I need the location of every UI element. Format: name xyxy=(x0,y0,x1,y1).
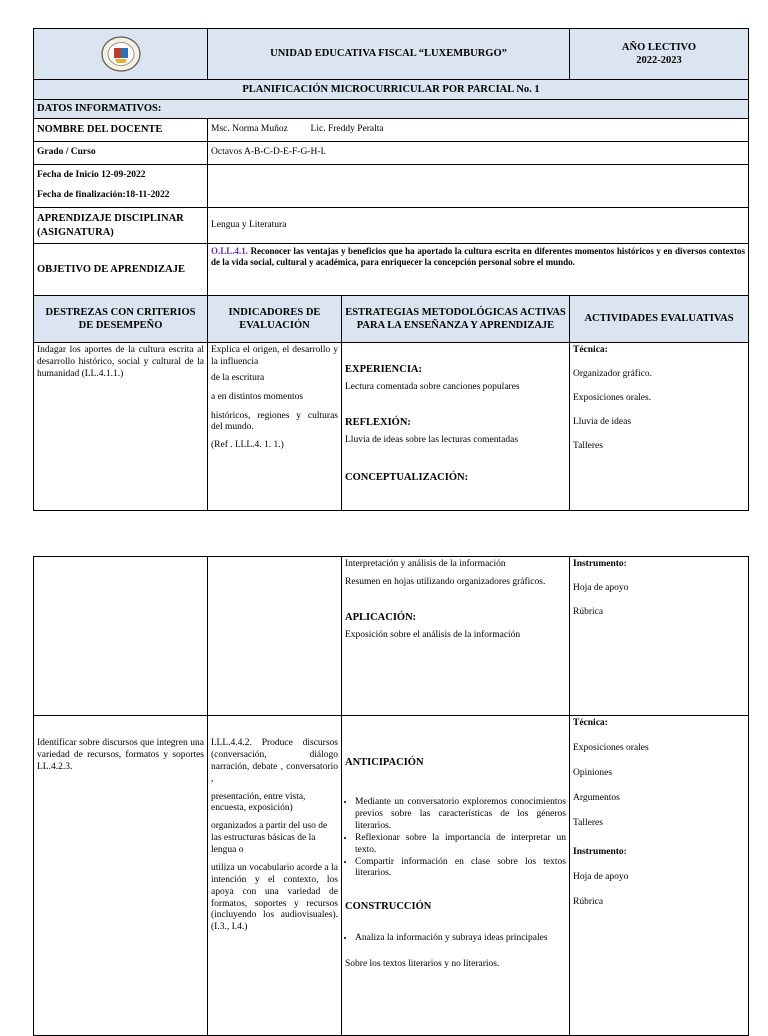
row1-ind-1: Explica el origen, el desarrollo y la influencia xyxy=(211,345,338,367)
row1-activities xyxy=(570,343,749,511)
teacher-label: NOMBRE DEL DOCENTE xyxy=(34,119,208,142)
row3-tech-3: Argumentos xyxy=(573,792,620,803)
row3-instr-1: Hoja de apoyo xyxy=(573,872,629,883)
row1-ind-2: de la escritura xyxy=(211,372,265,383)
school-year-value: 2022-2023 xyxy=(636,55,682,66)
col-header-skills: DESTREZAS CON CRITERIOS DE DESEMPEÑO xyxy=(34,296,208,343)
teacher-2: Lic. Freddy Peralta xyxy=(310,124,384,135)
row1-ind-3: a en distintos momentos xyxy=(211,391,304,402)
row1-tech-4: Talleres xyxy=(573,440,603,451)
row1-tech-2: Exposiciones orales. xyxy=(573,392,652,403)
row1-skill: Indagar los aportes de la cultura escrita al desarrollo histórico, social y cultural de la humanidad (LL.4.1.1.) xyxy=(34,343,208,511)
row3-construction-list xyxy=(345,933,566,945)
planning-table-bottom xyxy=(33,556,749,1036)
row1-ind-5: (Ref . I.LL.4. 1. 1.) xyxy=(211,440,284,451)
row3-skill xyxy=(34,716,208,1036)
row3-activities xyxy=(570,716,749,1036)
row1-strategies xyxy=(342,343,570,511)
row3-instrument-title: Instrumento: xyxy=(573,847,627,858)
row3-tech-1: Exposiciones orales xyxy=(573,742,649,753)
row2-instrument-title: Instrumento: xyxy=(573,559,627,569)
col-header-activities: ACTIVIDADES EVALUATIVAS xyxy=(570,296,749,343)
objective-code: O.LL.4.1. xyxy=(211,246,249,256)
row3-anticipation-list xyxy=(345,797,566,880)
row2-strategies xyxy=(342,557,570,716)
row3-indicators xyxy=(208,716,342,1036)
row1-ind-4: históricos, regiones y culturas del mundo. xyxy=(211,410,338,433)
row1-technique-title: Técnica: xyxy=(573,345,608,355)
row3-instr-2: Rúbrica xyxy=(573,897,604,908)
row1-indicators xyxy=(208,343,342,511)
row3-ant-1: • Mediante un conversatorio exploremos conocimientos previos sobre las características de los géneros literarios. xyxy=(355,797,566,833)
row3-construction-title: CONSTRUCCIÓN xyxy=(345,901,432,913)
row3-tech-2: Opiniones xyxy=(573,767,613,778)
dates-empty xyxy=(208,165,749,208)
row1-tech-1: Organizador gráfico. xyxy=(573,368,652,379)
row3-ind-2: presentación, entre vista, encuesta, exposición) xyxy=(211,791,306,814)
row2-skill-empty xyxy=(34,557,208,716)
row1-experience-text: Lectura comentada sobre canciones populares xyxy=(345,382,520,393)
plan-title: PLANIFICACIÓN MICROCURRICULAR POR PARCIAL No. 1 xyxy=(34,80,749,100)
info-section-title: DATOS INFORMATIVOS: xyxy=(34,100,749,119)
row1-reflection-text: Lluvia de ideas sobre las lecturas comentadas xyxy=(345,435,519,446)
dates-cell xyxy=(34,165,208,208)
end-date: Fecha de finalización:18-11-2022 xyxy=(37,190,170,200)
row2-instr-2: Rúbrica xyxy=(573,606,604,617)
col-header-indicators: INDICADORES DE EVALUACIÓN xyxy=(208,296,342,343)
row3-ind-4: utiliza un vocabulario acorde a la intención y el contexto, los apoya con una variedad de formatos, soportes y recursos (incluyendo los audiovisuales). (I.3., I.4.) xyxy=(211,862,338,933)
col-header-strategies: ESTRATEGIAS METODOLÓGICAS ACTIVAS PARA LA ENSEÑANZA Y APRENDIZAJE xyxy=(342,296,570,343)
row3-skill-text: Identificar sobre discursos que integren una variedad de recursos, formatos y soportes LL.4.2.3. xyxy=(37,738,204,772)
row2-concept-2: Resumen en hojas utilizando organizadores gráficos. xyxy=(345,576,546,587)
row3-anticipation-title: ANTICIPACIÓN xyxy=(345,757,424,768)
school-year-cell xyxy=(570,29,749,80)
row1-tech-3: Lluvia de ideas xyxy=(573,416,632,427)
school-year-label: AÑO LECTIVO xyxy=(621,41,697,53)
subject-label: APRENDIZAJE DISCIPLINAR (ASIGNATURA) xyxy=(34,208,208,244)
row2-application-text: Exposición sobre el análisis de la información xyxy=(345,629,521,640)
row2-application-title: APLICACIÓN: xyxy=(345,611,417,623)
teacher-1: Msc. Norma Muñoz xyxy=(211,124,288,135)
row3-technique-title: Técnica: xyxy=(573,718,608,728)
row3-strategies xyxy=(342,716,570,1036)
row3-ant-2: • Reflexionar sobre la importancia de interpretar un texto. xyxy=(355,833,566,857)
row3-cons-2: Sobre los textos literarios y no literarios. xyxy=(345,959,500,970)
grade-value: Octavos A-B-C-D-E-F-G-H-I. xyxy=(208,142,749,165)
row2-instr-1: Hoja de apoyo xyxy=(573,582,629,593)
objective-label: OBJETIVO DE APRENDIZAJE xyxy=(34,244,208,296)
row2-concept-1: Interpretación y análisis de la información xyxy=(345,559,506,569)
school-logo-cell xyxy=(34,29,208,80)
objective-text: Reconocer las ventajas y beneficios que ha aportado la cultura escrita en diferentes momentos históricos y en diversos contextos de la vida social, cultural y académica, para enriquecer la concepción personal sobre el mundo. xyxy=(211,246,745,268)
institution-name: UNIDAD EDUCATIVA FISCAL “LUXEMBURGO” xyxy=(208,29,570,80)
row3-ind-3: organizados a partir del uso de las estructuras básicas de la lengua o xyxy=(211,821,328,855)
row1-experience-title: EXPERIENCIA: xyxy=(345,364,423,375)
row2-activities xyxy=(570,557,749,716)
teacher-value xyxy=(208,119,749,142)
subject-value: Lengua y Literatura xyxy=(208,208,749,244)
row3-ant-3: • Compartir información en clase sobre los textos literarios. xyxy=(355,857,566,881)
row3-ind-1: I.LL.4.4.2. Produce discursos (conversación, diálogo narración, debate , conversatorio , xyxy=(211,738,338,784)
start-date: Fecha de Inicio 12-09-2022 xyxy=(37,170,146,181)
row1-reflection-title: REFLEXIÓN: xyxy=(345,417,411,428)
planning-table-top xyxy=(33,28,749,511)
school-logo-icon xyxy=(100,35,142,73)
objective-value xyxy=(208,244,749,296)
grade-label: Grado / Curso xyxy=(34,142,208,165)
row2-indicators-empty xyxy=(208,557,342,716)
row3-cons-1: • Analiza la información y subraya ideas principales xyxy=(355,933,566,945)
row1-conceptualization-title: CONCEPTUALIZACIÓN: xyxy=(345,472,469,483)
row3-tech-4: Talleres xyxy=(573,817,603,828)
